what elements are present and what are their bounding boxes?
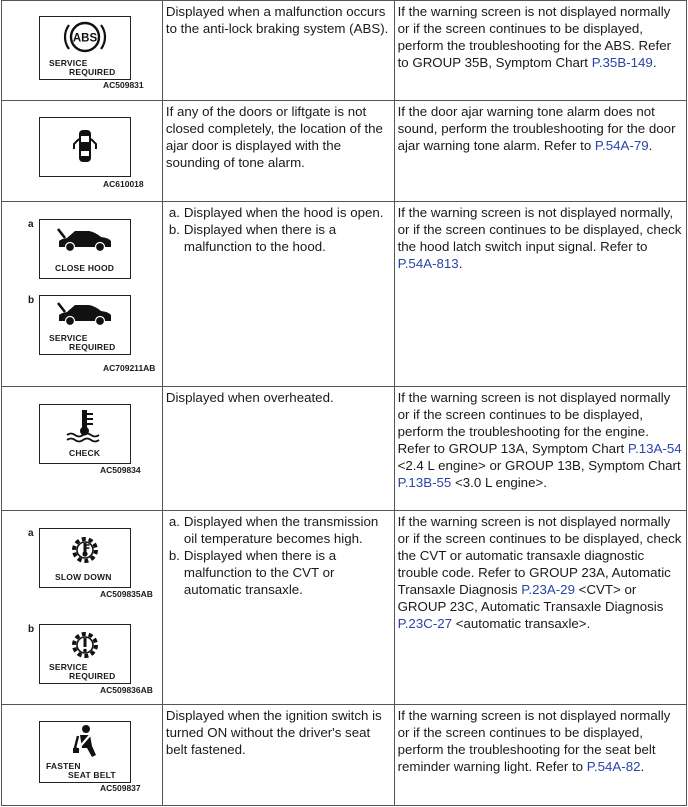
warning-screen <box>39 16 131 80</box>
sub-figure-marker: a <box>28 528 34 539</box>
screen-label: REQUIRED <box>69 342 116 352</box>
description-cell: If any of the doors or liftgate is not closed completely, the location of the ajar door is displayed with the sounding of tone alarm. <box>162 101 394 202</box>
seat-belt-icon <box>70 724 100 760</box>
table-row <box>2 202 687 387</box>
remedy-cell: If the warning screen is not displayed normally, or if the screen continues to be displayed, check the hood latch switch input signal. Refer to P.54A-813. <box>394 202 686 387</box>
reference-link[interactable]: P.35B-149 <box>591 55 653 70</box>
figure-code: AC509831 <box>103 80 144 90</box>
screen-label: REQUIRED <box>69 67 116 77</box>
screen-label: CLOSE HOOD <box>55 263 115 273</box>
warning-screen <box>39 295 131 355</box>
hood-malfunction-icon <box>55 301 115 327</box>
warning-screen <box>39 219 131 279</box>
illustration-cell <box>2 387 163 511</box>
reference-link[interactable]: P.54A-82 <box>586 759 641 774</box>
reference-link[interactable]: P.13B-55 <box>397 475 452 490</box>
warning-screen <box>39 117 131 177</box>
reference-link[interactable]: P.13A-54 <box>627 441 682 456</box>
figure-code: AC509836AB <box>100 685 153 695</box>
remedy-cell: If the warning screen is not displayed normally or if the screen continues to be displayed, check the CVT or automatic transaxle diagnostic trouble code. Refer to GROUP 23A, Automatic Transaxle Diagnosis P.23A-29 <CVT> or GROUP 23C, Automatic Transaxle Diagnosis P.23C-27 <automatic transaxle>. <box>394 511 686 705</box>
reference-link[interactable]: P.23A-29 <box>521 582 575 597</box>
remedy-cell: If the warning screen is not displayed normally or if the screen continues to be displayed, perform the troubleshooting for the ABS. Refer to GROUP 35B, Symptom Chart P.35B-149. <box>394 1 686 101</box>
hood-open-icon <box>55 227 115 253</box>
description-cell: Displayed when the ignition switch is turned ON without the driver's seat belt fastened. <box>162 705 394 806</box>
abs-icon <box>63 19 107 55</box>
description-cell: Displayed when overheated. <box>162 387 394 511</box>
description-cell: Displayed when a malfunction occurs to the anti-lock braking system (ABS). <box>162 1 394 101</box>
warning-screen <box>39 624 131 684</box>
description-cell <box>162 202 394 387</box>
sub-figure-marker: b <box>28 295 35 306</box>
table-row <box>2 705 687 806</box>
sub-figure-marker: b <box>28 624 35 635</box>
reference-link[interactable]: P.23C-27 <box>397 616 453 631</box>
illustration-cell <box>2 101 163 202</box>
svg-text:ABS: ABS <box>72 32 98 45</box>
list-item: a. Displayed when the transmission oil temperature becomes high. <box>168 514 379 546</box>
illustration-cell <box>2 1 163 101</box>
figure-code: AC610018 <box>103 179 144 189</box>
list-item: a. Displayed when the hood is open. <box>168 205 384 220</box>
screen-label: SERVICE <box>49 58 88 68</box>
figure-code: AC509834 <box>100 465 141 475</box>
screen-label: SLOW DOWN <box>55 572 112 582</box>
remedy-cell: If the door ajar warning tone alarm does not sound, perform the troubleshooting for the door ajar warning tone alarm. Refer to P.54A-79. <box>394 101 686 202</box>
screen-label: REQUIRED <box>69 671 116 681</box>
figure-code: AC509835AB <box>100 589 153 599</box>
warning-display-table <box>1 0 687 806</box>
remedy-cell: If the warning screen is not displayed normally or if the screen continues to be displayed, perform the troubleshooting for the seat belt reminder warning light. Refer to P.54A-82. <box>394 705 686 806</box>
description-cell <box>162 511 394 705</box>
warning-screen <box>39 528 131 588</box>
sub-figure-marker: a <box>28 219 34 230</box>
figure-code: AC509837 <box>100 783 141 793</box>
door-ajar-icon <box>72 127 98 165</box>
table-row <box>2 1 687 101</box>
transmission-malfunction-icon <box>68 628 102 662</box>
reference-link[interactable]: P.54A-79 <box>594 138 649 153</box>
screen-label: SERVICE <box>49 333 88 343</box>
illustration-cell <box>2 511 163 705</box>
table-row <box>2 387 687 511</box>
list-item: b. Displayed when there is a malfunction to the hood. <box>168 222 337 254</box>
illustration-cell <box>2 705 163 806</box>
transmission-temp-icon <box>68 533 102 567</box>
table-row <box>2 101 687 202</box>
screen-label: SERVICE <box>49 662 88 672</box>
warning-screen <box>39 404 131 464</box>
screen-label: CHECK <box>69 448 101 458</box>
reference-link[interactable]: P.54A-813 <box>397 256 459 271</box>
warning-screen <box>39 721 131 783</box>
screen-label: FASTEN <box>46 761 81 771</box>
remedy-cell: If the warning screen is not displayed normally or if the screen continues to be displayed, perform the troubleshooting for the engine. Refer to GROUP 13A, Symptom Chart P.13A-54 <2.4 L engine> or GROUP 13B, Symptom Chart P.13B-55 <3.0 L engine>. <box>394 387 686 511</box>
screen-label: SEAT BELT <box>68 770 116 780</box>
illustration-cell <box>2 202 163 387</box>
table-row <box>2 511 687 705</box>
list-item: b. Displayed when there is a malfunction to the CVT or automatic transaxle. <box>168 548 337 597</box>
figure-code: AC709211AB <box>103 363 156 373</box>
coolant-temperature-icon <box>65 408 105 444</box>
